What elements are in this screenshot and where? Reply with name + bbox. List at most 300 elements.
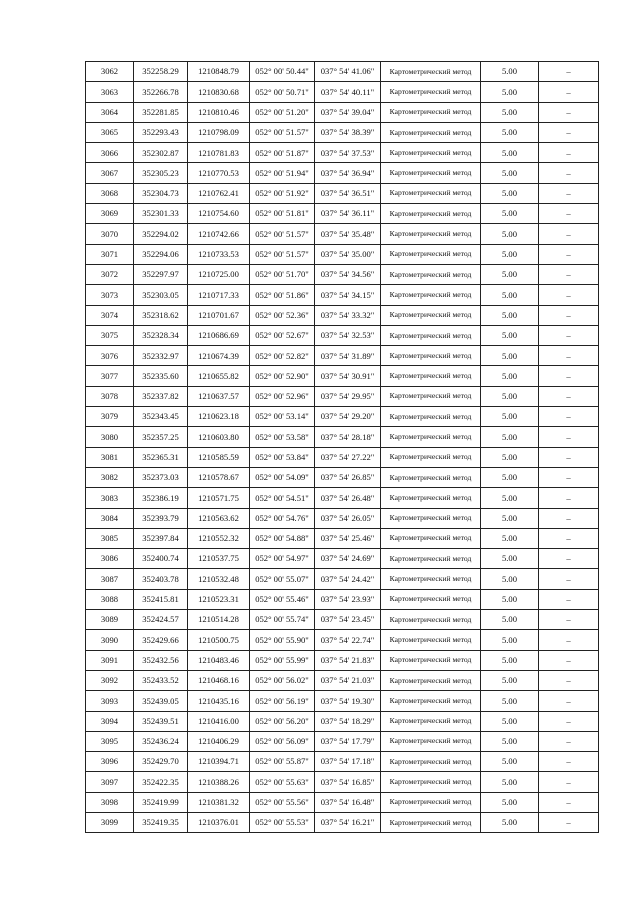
point-number-cell: 3079 xyxy=(86,407,134,427)
method-cell: Картометрический метод xyxy=(381,325,481,345)
note-cell: – xyxy=(539,467,599,487)
longitude-cell: 037° 54' 35.48" xyxy=(315,224,381,244)
table-row xyxy=(86,325,599,345)
y-coordinate-cell: 1210762.41 xyxy=(188,183,250,203)
table-row xyxy=(86,650,599,670)
note-cell: – xyxy=(539,711,599,731)
latitude-cell: 052° 00' 51.70" xyxy=(250,264,315,284)
method-cell: Картометрический метод xyxy=(381,610,481,630)
x-coordinate-cell: 352303.05 xyxy=(134,285,188,305)
accuracy-cell: 5.00 xyxy=(481,244,539,264)
note-cell: – xyxy=(539,812,599,832)
longitude-cell: 037° 54' 36.94" xyxy=(315,163,381,183)
accuracy-cell: 5.00 xyxy=(481,508,539,528)
latitude-cell: 052° 00' 55.46" xyxy=(250,589,315,609)
point-number-cell: 3093 xyxy=(86,691,134,711)
point-number-cell: 3099 xyxy=(86,812,134,832)
x-coordinate-cell: 352373.03 xyxy=(134,467,188,487)
point-number-cell: 3087 xyxy=(86,569,134,589)
y-coordinate-cell: 1210830.68 xyxy=(188,82,250,102)
note-cell: – xyxy=(539,325,599,345)
note-cell: – xyxy=(539,82,599,102)
point-number-cell: 3097 xyxy=(86,772,134,792)
point-number-cell: 3070 xyxy=(86,224,134,244)
method-cell: Картометрический метод xyxy=(381,305,481,325)
longitude-cell: 037° 54' 26.85" xyxy=(315,467,381,487)
accuracy-cell: 5.00 xyxy=(481,792,539,812)
y-coordinate-cell: 1210585.59 xyxy=(188,447,250,467)
method-cell: Картометрический метод xyxy=(381,812,481,832)
latitude-cell: 052° 00' 51.81" xyxy=(250,204,315,224)
method-cell: Картометрический метод xyxy=(381,264,481,284)
note-cell: – xyxy=(539,508,599,528)
point-number-cell: 3098 xyxy=(86,792,134,812)
longitude-cell: 037° 54' 41.06" xyxy=(315,62,381,82)
latitude-cell: 052° 00' 56.02" xyxy=(250,670,315,690)
note-cell: – xyxy=(539,224,599,244)
point-number-cell: 3092 xyxy=(86,670,134,690)
y-coordinate-cell: 1210655.82 xyxy=(188,366,250,386)
x-coordinate-cell: 352266.78 xyxy=(134,82,188,102)
method-cell: Картометрический метод xyxy=(381,102,481,122)
note-cell: – xyxy=(539,528,599,548)
note-cell: – xyxy=(539,610,599,630)
table-row xyxy=(86,630,599,650)
longitude-cell: 037° 54' 32.53" xyxy=(315,325,381,345)
accuracy-cell: 5.00 xyxy=(481,122,539,142)
y-coordinate-cell: 1210514.28 xyxy=(188,610,250,630)
table-row xyxy=(86,508,599,528)
longitude-cell: 037° 54' 39.04" xyxy=(315,102,381,122)
accuracy-cell: 5.00 xyxy=(481,691,539,711)
longitude-cell: 037° 54' 29.20" xyxy=(315,407,381,427)
x-coordinate-cell: 352335.60 xyxy=(134,366,188,386)
x-coordinate-cell: 352400.74 xyxy=(134,549,188,569)
accuracy-cell: 5.00 xyxy=(481,264,539,284)
table-row xyxy=(86,711,599,731)
y-coordinate-cell: 1210674.39 xyxy=(188,346,250,366)
x-coordinate-cell: 352365.31 xyxy=(134,447,188,467)
point-number-cell: 3091 xyxy=(86,650,134,670)
table-row xyxy=(86,102,599,122)
point-number-cell: 3085 xyxy=(86,528,134,548)
latitude-cell: 052° 00' 55.07" xyxy=(250,569,315,589)
y-coordinate-cell: 1210376.01 xyxy=(188,812,250,832)
x-coordinate-cell: 352424.57 xyxy=(134,610,188,630)
x-coordinate-cell: 352403.78 xyxy=(134,569,188,589)
x-coordinate-cell: 352343.45 xyxy=(134,407,188,427)
longitude-cell: 037° 54' 22.74" xyxy=(315,630,381,650)
longitude-cell: 037° 54' 16.48" xyxy=(315,792,381,812)
y-coordinate-cell: 1210603.80 xyxy=(188,427,250,447)
point-number-cell: 3076 xyxy=(86,346,134,366)
y-coordinate-cell: 1210381.32 xyxy=(188,792,250,812)
latitude-cell: 052° 00' 55.90" xyxy=(250,630,315,650)
y-coordinate-cell: 1210435.16 xyxy=(188,691,250,711)
y-coordinate-cell: 1210798.09 xyxy=(188,122,250,142)
latitude-cell: 052° 00' 54.09" xyxy=(250,467,315,487)
longitude-cell: 037° 54' 27.22" xyxy=(315,447,381,467)
method-cell: Картометрический метод xyxy=(381,244,481,264)
method-cell: Картометрический метод xyxy=(381,163,481,183)
method-cell: Картометрический метод xyxy=(381,467,481,487)
x-coordinate-cell: 352294.06 xyxy=(134,244,188,264)
latitude-cell: 052° 00' 56.20" xyxy=(250,711,315,731)
point-number-cell: 3064 xyxy=(86,102,134,122)
method-cell: Картометрический метод xyxy=(381,143,481,163)
table-row xyxy=(86,731,599,751)
accuracy-cell: 5.00 xyxy=(481,82,539,102)
point-number-cell: 3096 xyxy=(86,752,134,772)
note-cell: – xyxy=(539,62,599,82)
table-row xyxy=(86,407,599,427)
method-cell: Картометрический метод xyxy=(381,528,481,548)
longitude-cell: 037° 54' 19.30" xyxy=(315,691,381,711)
table-row xyxy=(86,183,599,203)
accuracy-cell: 5.00 xyxy=(481,569,539,589)
note-cell: – xyxy=(539,650,599,670)
longitude-cell: 037° 54' 31.89" xyxy=(315,346,381,366)
latitude-cell: 052° 00' 56.19" xyxy=(250,691,315,711)
y-coordinate-cell: 1210810.46 xyxy=(188,102,250,122)
longitude-cell: 037° 54' 40.11" xyxy=(315,82,381,102)
note-cell: – xyxy=(539,569,599,589)
table-row xyxy=(86,386,599,406)
accuracy-cell: 5.00 xyxy=(481,812,539,832)
accuracy-cell: 5.00 xyxy=(481,204,539,224)
latitude-cell: 052° 00' 55.87" xyxy=(250,752,315,772)
table-row xyxy=(86,366,599,386)
point-number-cell: 3095 xyxy=(86,731,134,751)
longitude-cell: 037° 54' 21.83" xyxy=(315,650,381,670)
x-coordinate-cell: 352332.97 xyxy=(134,346,188,366)
x-coordinate-cell: 352386.19 xyxy=(134,488,188,508)
note-cell: – xyxy=(539,447,599,467)
note-cell: – xyxy=(539,346,599,366)
note-cell: – xyxy=(539,407,599,427)
table-row xyxy=(86,569,599,589)
point-number-cell: 3077 xyxy=(86,366,134,386)
accuracy-cell: 5.00 xyxy=(481,163,539,183)
y-coordinate-cell: 1210637.57 xyxy=(188,386,250,406)
table-row xyxy=(86,427,599,447)
y-coordinate-cell: 1210563.62 xyxy=(188,508,250,528)
longitude-cell: 037° 54' 26.05" xyxy=(315,508,381,528)
x-coordinate-cell: 352397.84 xyxy=(134,528,188,548)
method-cell: Картометрический метод xyxy=(381,488,481,508)
latitude-cell: 052° 00' 52.36" xyxy=(250,305,315,325)
accuracy-cell: 5.00 xyxy=(481,62,539,82)
x-coordinate-cell: 352357.25 xyxy=(134,427,188,447)
x-coordinate-cell: 352294.02 xyxy=(134,224,188,244)
point-number-cell: 3094 xyxy=(86,711,134,731)
accuracy-cell: 5.00 xyxy=(481,224,539,244)
method-cell: Картометрический метод xyxy=(381,650,481,670)
latitude-cell: 052° 00' 51.87" xyxy=(250,143,315,163)
x-coordinate-cell: 352305.23 xyxy=(134,163,188,183)
table-row xyxy=(86,285,599,305)
latitude-cell: 052° 00' 51.20" xyxy=(250,102,315,122)
y-coordinate-cell: 1210500.75 xyxy=(188,630,250,650)
note-cell: – xyxy=(539,772,599,792)
table-row xyxy=(86,346,599,366)
longitude-cell: 037° 54' 33.32" xyxy=(315,305,381,325)
latitude-cell: 052° 00' 51.86" xyxy=(250,285,315,305)
y-coordinate-cell: 1210468.16 xyxy=(188,670,250,690)
longitude-cell: 037° 54' 16.85" xyxy=(315,772,381,792)
point-number-cell: 3086 xyxy=(86,549,134,569)
note-cell: – xyxy=(539,731,599,751)
note-cell: – xyxy=(539,366,599,386)
coordinates-table xyxy=(85,61,599,833)
table-row xyxy=(86,528,599,548)
table-body xyxy=(86,62,599,833)
accuracy-cell: 5.00 xyxy=(481,366,539,386)
table-row xyxy=(86,467,599,487)
x-coordinate-cell: 352419.99 xyxy=(134,792,188,812)
x-coordinate-cell: 352429.70 xyxy=(134,752,188,772)
method-cell: Картометрический метод xyxy=(381,346,481,366)
latitude-cell: 052° 00' 54.97" xyxy=(250,549,315,569)
point-number-cell: 3083 xyxy=(86,488,134,508)
accuracy-cell: 5.00 xyxy=(481,427,539,447)
method-cell: Картометрический метод xyxy=(381,122,481,142)
latitude-cell: 052° 00' 54.88" xyxy=(250,528,315,548)
table-row xyxy=(86,82,599,102)
point-number-cell: 3089 xyxy=(86,610,134,630)
point-number-cell: 3063 xyxy=(86,82,134,102)
table-row xyxy=(86,691,599,711)
accuracy-cell: 5.00 xyxy=(481,549,539,569)
x-coordinate-cell: 352293.43 xyxy=(134,122,188,142)
latitude-cell: 052° 00' 51.57" xyxy=(250,122,315,142)
x-coordinate-cell: 352439.05 xyxy=(134,691,188,711)
table-row xyxy=(86,264,599,284)
method-cell: Картометрический метод xyxy=(381,82,481,102)
note-cell: – xyxy=(539,183,599,203)
accuracy-cell: 5.00 xyxy=(481,772,539,792)
table-row xyxy=(86,488,599,508)
method-cell: Картометрический метод xyxy=(381,285,481,305)
longitude-cell: 037° 54' 30.91" xyxy=(315,366,381,386)
method-cell: Картометрический метод xyxy=(381,589,481,609)
accuracy-cell: 5.00 xyxy=(481,467,539,487)
point-number-cell: 3067 xyxy=(86,163,134,183)
method-cell: Картометрический метод xyxy=(381,62,481,82)
point-number-cell: 3074 xyxy=(86,305,134,325)
x-coordinate-cell: 352281.85 xyxy=(134,102,188,122)
method-cell: Картометрический метод xyxy=(381,447,481,467)
point-number-cell: 3071 xyxy=(86,244,134,264)
note-cell: – xyxy=(539,244,599,264)
note-cell: – xyxy=(539,264,599,284)
method-cell: Картометрический метод xyxy=(381,569,481,589)
note-cell: – xyxy=(539,204,599,224)
x-coordinate-cell: 352436.24 xyxy=(134,731,188,751)
method-cell: Картометрический метод xyxy=(381,772,481,792)
longitude-cell: 037° 54' 37.53" xyxy=(315,143,381,163)
latitude-cell: 052° 00' 51.92" xyxy=(250,183,315,203)
note-cell: – xyxy=(539,285,599,305)
x-coordinate-cell: 352433.52 xyxy=(134,670,188,690)
latitude-cell: 052° 00' 51.94" xyxy=(250,163,315,183)
point-number-cell: 3078 xyxy=(86,386,134,406)
x-coordinate-cell: 352258.29 xyxy=(134,62,188,82)
latitude-cell: 052° 00' 55.74" xyxy=(250,610,315,630)
longitude-cell: 037° 54' 23.45" xyxy=(315,610,381,630)
point-number-cell: 3084 xyxy=(86,508,134,528)
coordinates-document xyxy=(85,61,598,833)
method-cell: Картометрический метод xyxy=(381,670,481,690)
x-coordinate-cell: 352337.82 xyxy=(134,386,188,406)
accuracy-cell: 5.00 xyxy=(481,386,539,406)
table-row xyxy=(86,670,599,690)
x-coordinate-cell: 352328.34 xyxy=(134,325,188,345)
longitude-cell: 037° 54' 16.21" xyxy=(315,812,381,832)
accuracy-cell: 5.00 xyxy=(481,731,539,751)
x-coordinate-cell: 352419.35 xyxy=(134,812,188,832)
table-row xyxy=(86,163,599,183)
note-cell: – xyxy=(539,163,599,183)
x-coordinate-cell: 352304.73 xyxy=(134,183,188,203)
accuracy-cell: 5.00 xyxy=(481,711,539,731)
point-number-cell: 3072 xyxy=(86,264,134,284)
point-number-cell: 3068 xyxy=(86,183,134,203)
y-coordinate-cell: 1210623.18 xyxy=(188,407,250,427)
point-number-cell: 3088 xyxy=(86,589,134,609)
method-cell: Картометрический метод xyxy=(381,549,481,569)
x-coordinate-cell: 352297.97 xyxy=(134,264,188,284)
latitude-cell: 052° 00' 55.53" xyxy=(250,812,315,832)
table-row xyxy=(86,549,599,569)
note-cell: – xyxy=(539,386,599,406)
x-coordinate-cell: 352432.56 xyxy=(134,650,188,670)
longitude-cell: 037° 54' 21.03" xyxy=(315,670,381,690)
table-row xyxy=(86,752,599,772)
y-coordinate-cell: 1210733.53 xyxy=(188,244,250,264)
latitude-cell: 052° 00' 53.84" xyxy=(250,447,315,467)
latitude-cell: 052° 00' 52.96" xyxy=(250,386,315,406)
accuracy-cell: 5.00 xyxy=(481,528,539,548)
point-number-cell: 3080 xyxy=(86,427,134,447)
accuracy-cell: 5.00 xyxy=(481,610,539,630)
note-cell: – xyxy=(539,427,599,447)
latitude-cell: 052° 00' 52.82" xyxy=(250,346,315,366)
table-row xyxy=(86,204,599,224)
longitude-cell: 037° 54' 34.15" xyxy=(315,285,381,305)
x-coordinate-cell: 352422.35 xyxy=(134,772,188,792)
latitude-cell: 052° 00' 51.57" xyxy=(250,244,315,264)
y-coordinate-cell: 1210848.79 xyxy=(188,62,250,82)
method-cell: Картометрический метод xyxy=(381,711,481,731)
latitude-cell: 052° 00' 50.44" xyxy=(250,62,315,82)
latitude-cell: 052° 00' 53.58" xyxy=(250,427,315,447)
table-row xyxy=(86,589,599,609)
accuracy-cell: 5.00 xyxy=(481,285,539,305)
latitude-cell: 052° 00' 52.67" xyxy=(250,325,315,345)
note-cell: – xyxy=(539,488,599,508)
accuracy-cell: 5.00 xyxy=(481,650,539,670)
method-cell: Картометрический метод xyxy=(381,427,481,447)
accuracy-cell: 5.00 xyxy=(481,102,539,122)
x-coordinate-cell: 352302.87 xyxy=(134,143,188,163)
accuracy-cell: 5.00 xyxy=(481,183,539,203)
accuracy-cell: 5.00 xyxy=(481,670,539,690)
y-coordinate-cell: 1210532.48 xyxy=(188,569,250,589)
note-cell: – xyxy=(539,305,599,325)
y-coordinate-cell: 1210537.75 xyxy=(188,549,250,569)
note-cell: – xyxy=(539,691,599,711)
method-cell: Картометрический метод xyxy=(381,366,481,386)
latitude-cell: 052° 00' 52.90" xyxy=(250,366,315,386)
accuracy-cell: 5.00 xyxy=(481,407,539,427)
y-coordinate-cell: 1210578.67 xyxy=(188,467,250,487)
table-row xyxy=(86,122,599,142)
accuracy-cell: 5.00 xyxy=(481,488,539,508)
longitude-cell: 037° 54' 28.18" xyxy=(315,427,381,447)
method-cell: Картометрический метод xyxy=(381,630,481,650)
longitude-cell: 037° 54' 38.39" xyxy=(315,122,381,142)
accuracy-cell: 5.00 xyxy=(481,589,539,609)
y-coordinate-cell: 1210770.53 xyxy=(188,163,250,183)
point-number-cell: 3073 xyxy=(86,285,134,305)
latitude-cell: 052° 00' 55.99" xyxy=(250,650,315,670)
y-coordinate-cell: 1210406.29 xyxy=(188,731,250,751)
x-coordinate-cell: 352439.51 xyxy=(134,711,188,731)
method-cell: Картометрический метод xyxy=(381,183,481,203)
longitude-cell: 037° 54' 17.18" xyxy=(315,752,381,772)
point-number-cell: 3075 xyxy=(86,325,134,345)
table-row xyxy=(86,812,599,832)
note-cell: – xyxy=(539,102,599,122)
point-number-cell: 3066 xyxy=(86,143,134,163)
method-cell: Картометрический метод xyxy=(381,752,481,772)
x-coordinate-cell: 352393.79 xyxy=(134,508,188,528)
method-cell: Картометрический метод xyxy=(381,407,481,427)
longitude-cell: 037° 54' 24.42" xyxy=(315,569,381,589)
table-row xyxy=(86,143,599,163)
point-number-cell: 3090 xyxy=(86,630,134,650)
longitude-cell: 037° 54' 36.11" xyxy=(315,204,381,224)
method-cell: Картометрический метод xyxy=(381,508,481,528)
longitude-cell: 037° 54' 36.51" xyxy=(315,183,381,203)
table-row xyxy=(86,610,599,630)
y-coordinate-cell: 1210552.32 xyxy=(188,528,250,548)
table-row xyxy=(86,224,599,244)
longitude-cell: 037° 54' 18.29" xyxy=(315,711,381,731)
accuracy-cell: 5.00 xyxy=(481,305,539,325)
accuracy-cell: 5.00 xyxy=(481,346,539,366)
y-coordinate-cell: 1210571.75 xyxy=(188,488,250,508)
note-cell: – xyxy=(539,792,599,812)
method-cell: Картометрический метод xyxy=(381,691,481,711)
longitude-cell: 037° 54' 17.79" xyxy=(315,731,381,751)
y-coordinate-cell: 1210717.33 xyxy=(188,285,250,305)
accuracy-cell: 5.00 xyxy=(481,447,539,467)
latitude-cell: 052° 00' 55.56" xyxy=(250,792,315,812)
note-cell: – xyxy=(539,143,599,163)
longitude-cell: 037° 54' 34.56" xyxy=(315,264,381,284)
longitude-cell: 037° 54' 25.46" xyxy=(315,528,381,548)
y-coordinate-cell: 1210742.66 xyxy=(188,224,250,244)
latitude-cell: 052° 00' 51.57" xyxy=(250,224,315,244)
method-cell: Картометрический метод xyxy=(381,731,481,751)
y-coordinate-cell: 1210483.46 xyxy=(188,650,250,670)
latitude-cell: 052° 00' 56.09" xyxy=(250,731,315,751)
y-coordinate-cell: 1210754.60 xyxy=(188,204,250,224)
y-coordinate-cell: 1210686.69 xyxy=(188,325,250,345)
method-cell: Картометрический метод xyxy=(381,224,481,244)
